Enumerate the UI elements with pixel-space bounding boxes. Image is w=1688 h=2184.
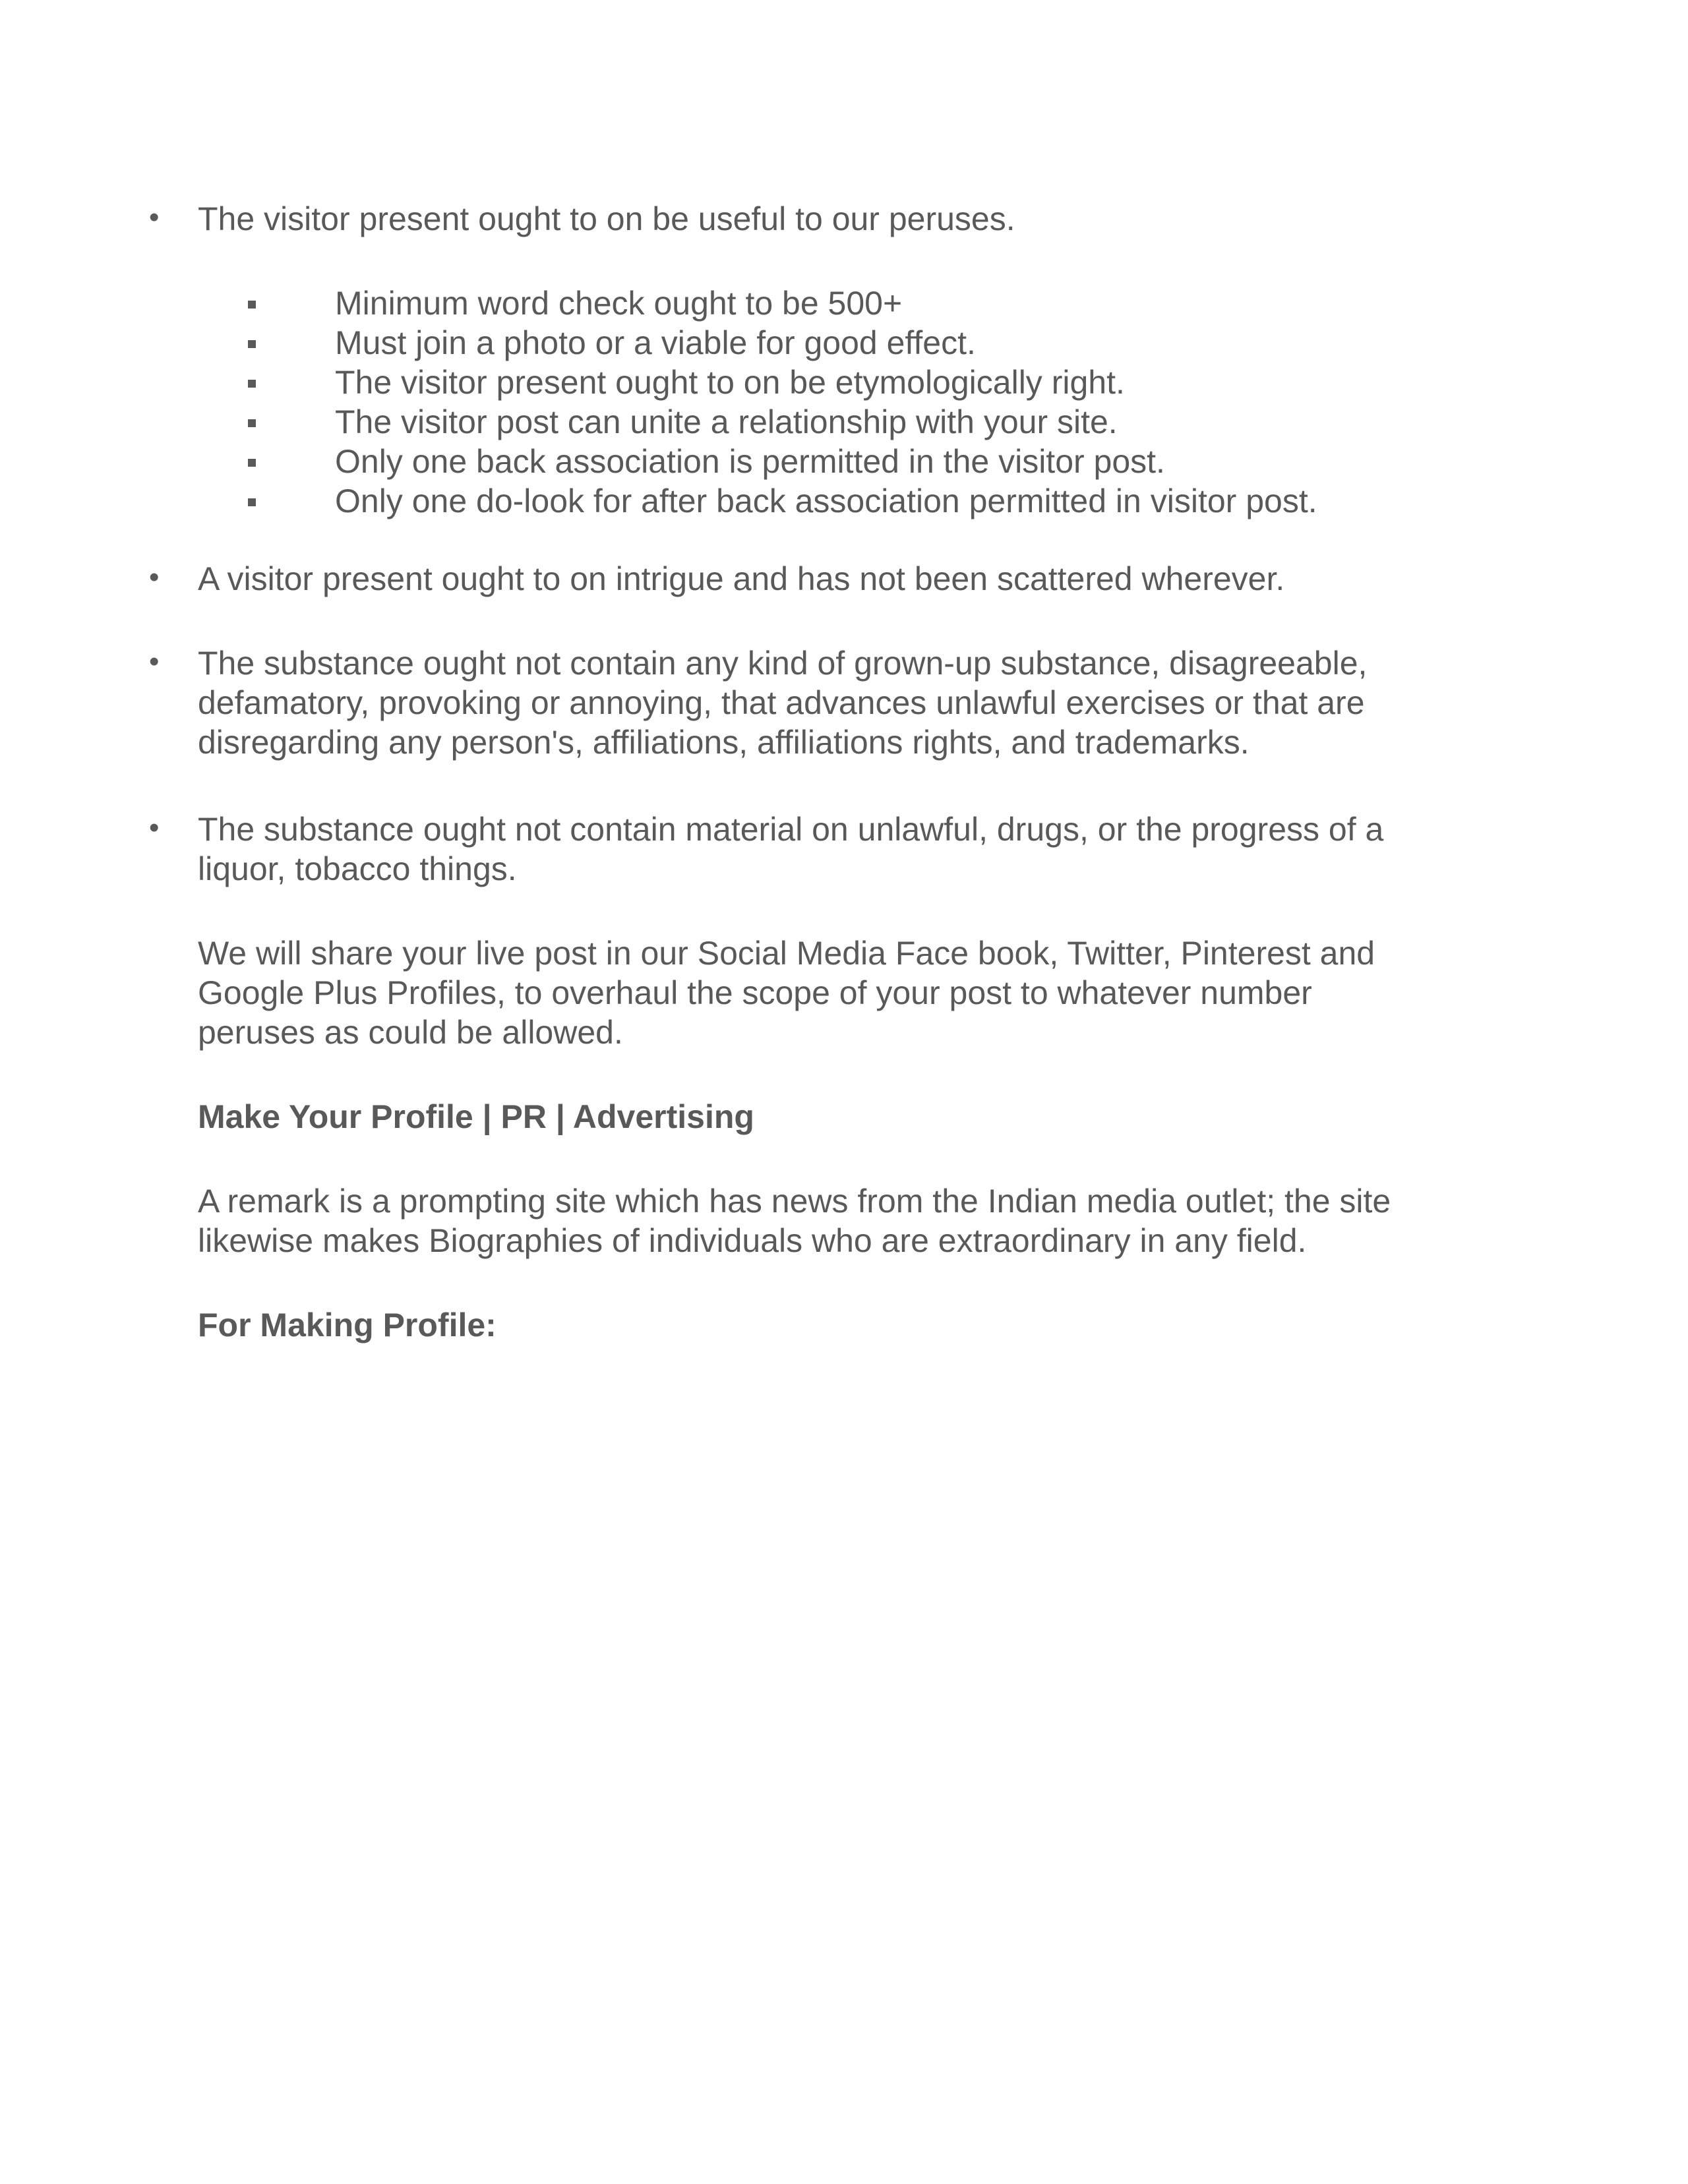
list-item-1-line-1: The visitor present ought to on be useful to our peruses. <box>198 200 1015 237</box>
list-item-3-line-3: disregarding any person's, affiliations, affiliations rights, and trademarks. <box>198 724 1250 761</box>
bullet-dot: • <box>149 645 160 678</box>
sub-bullet-square <box>248 459 256 467</box>
sub-bullet-square <box>248 419 256 427</box>
list-item-4-line-2: liquor, tobacco things. <box>198 850 517 887</box>
sub-bullet-square <box>248 340 256 348</box>
list-item-3-line-1: The substance ought not contain any kind of grown-up substance, disagreeable, <box>198 645 1368 682</box>
share-paragraph-line-2: Google Plus Profiles, to overhaul the scope of your post to whatever number <box>198 974 1312 1011</box>
sub-list-item-5: Only one back association is permitted in the visitor post. <box>335 443 1165 480</box>
list-item-2-line-1: A visitor present ought to on intrigue and has not been scattered wherever. <box>198 560 1285 597</box>
sub-list-item-1: Minimum word check ought to be 500+ <box>335 285 903 322</box>
sub-list-item-4: The visitor post can unite a relationship with your site. <box>335 403 1118 440</box>
share-paragraph-line-3: peruses as could be allowed. <box>198 1014 623 1051</box>
section-heading-profile-pr-advertising: Make Your Profile | PR | Advertising <box>198 1098 754 1135</box>
bullet-dot: • <box>149 812 160 844</box>
sub-list-item-6: Only one do-look for after back association permitted in visitor post. <box>335 483 1317 519</box>
sub-bullet-square <box>248 380 256 388</box>
remark-paragraph-line-2: likewise makes Biographies of individuals who are extraordinary in any field. <box>198 1222 1307 1259</box>
remark-paragraph-line-1: A remark is a prompting site which has news from the Indian media outlet; the site <box>198 1183 1391 1220</box>
section-heading-making-profile: For Making Profile: <box>198 1307 497 1343</box>
sub-bullet-square <box>248 301 256 309</box>
share-paragraph-line-1: We will share your live post in our Social Media Face book, Twitter, Pinterest and <box>198 935 1375 972</box>
sub-bullet-square <box>248 498 256 506</box>
sub-list-item-2: Must join a photo or a viable for good effect. <box>335 324 976 361</box>
bullet-dot: • <box>149 561 160 593</box>
list-item-3-line-2: defamatory, provoking or annoying, that advances unlawful exercises or that are <box>198 684 1365 721</box>
sub-list-item-3: The visitor present ought to on be etymologically right. <box>335 364 1125 401</box>
list-item-4-line-1: The substance ought not contain material on unlawful, drugs, or the progress of a <box>198 811 1384 848</box>
bullet-dot: • <box>149 201 160 233</box>
